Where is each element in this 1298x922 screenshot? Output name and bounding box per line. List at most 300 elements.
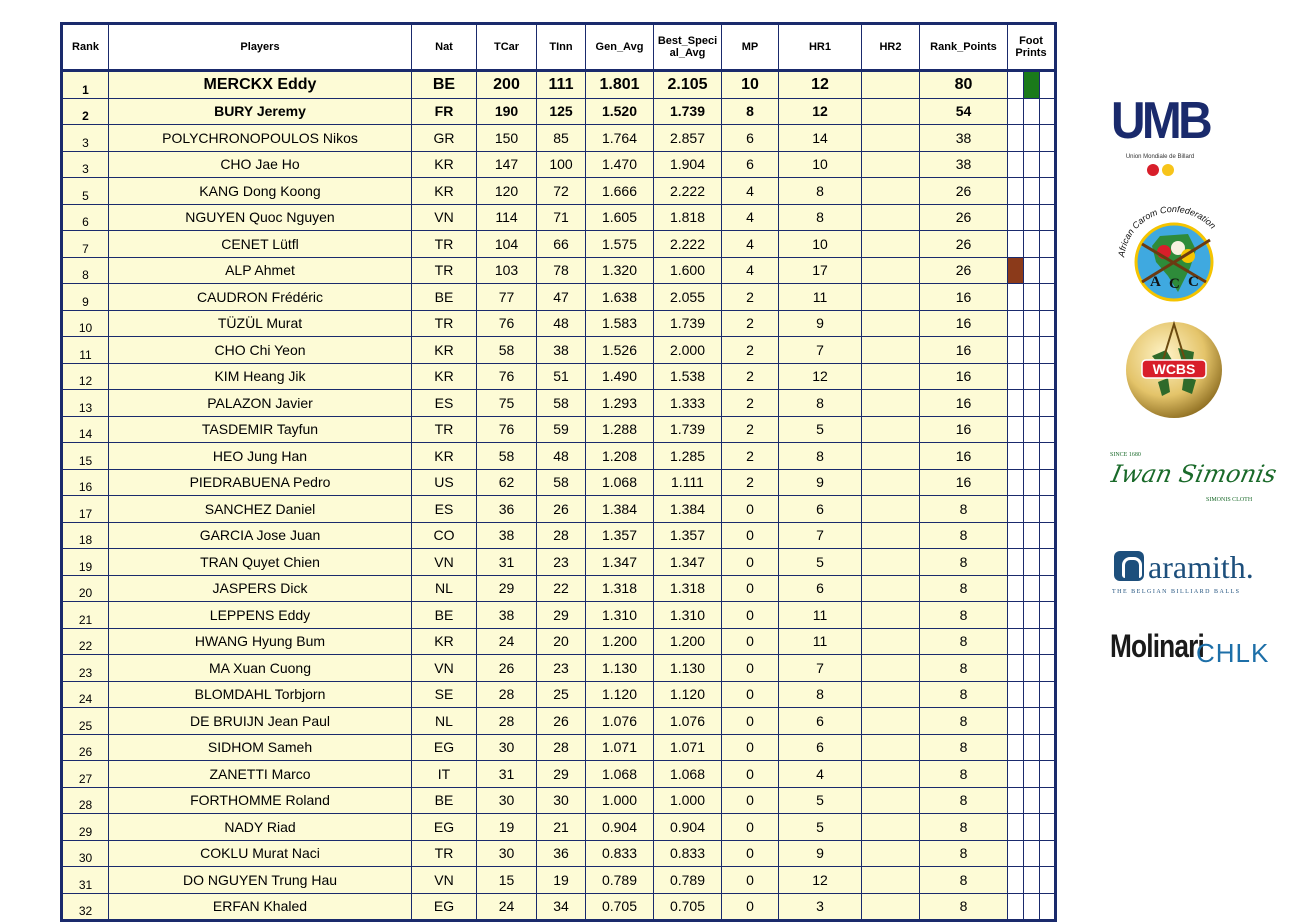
player-name: FORTHOMME Roland <box>109 787 412 814</box>
hr1: 12 <box>779 363 862 390</box>
tinn: 48 <box>537 310 586 337</box>
footprint-cell <box>1040 178 1056 205</box>
tcar: 26 <box>477 655 537 682</box>
rank-cell: 13 <box>62 390 109 417</box>
footprint-cell <box>1024 814 1040 841</box>
hr2 <box>862 602 920 629</box>
tcar: 62 <box>477 469 537 496</box>
table-row <box>62 628 1056 655</box>
player-name: TASDEMIR Tayfun <box>109 416 412 443</box>
footprint-cell <box>1040 151 1056 178</box>
hr2 <box>862 496 920 523</box>
rank-points: 16 <box>920 469 1008 496</box>
footprint-cell <box>1024 787 1040 814</box>
best-special-avg: 1.739 <box>654 416 722 443</box>
player-name: CHO Jae Ho <box>109 151 412 178</box>
footprint-cell <box>1024 761 1040 788</box>
gen-avg: 1.200 <box>586 628 654 655</box>
header-nat: Nat <box>412 24 477 71</box>
rank-points: 16 <box>920 363 1008 390</box>
gen-avg: 1.583 <box>586 310 654 337</box>
nationality: KR <box>412 443 477 470</box>
rank-points: 8 <box>920 734 1008 761</box>
umb-dots-icon <box>1100 163 1220 181</box>
rank-cell: 31 <box>62 867 109 894</box>
best-special-avg: 1.120 <box>654 681 722 708</box>
tinn: 125 <box>537 98 586 125</box>
footprint-cell <box>1024 337 1040 364</box>
acc-logo <box>1112 206 1236 302</box>
footprint-cell <box>1024 469 1040 496</box>
player-name: HWANG Hyung Bum <box>109 628 412 655</box>
table-row <box>62 522 1056 549</box>
nationality: TR <box>412 257 477 284</box>
player-name: ZANETTI Marco <box>109 761 412 788</box>
gen-avg: 0.789 <box>586 867 654 894</box>
mp: 0 <box>722 575 779 602</box>
footprint-cell <box>1008 231 1024 258</box>
footprint-cell <box>1040 469 1056 496</box>
footprint-cell <box>1024 496 1040 523</box>
rank-cell: 12 <box>62 363 109 390</box>
rank-cell: 6 <box>62 204 109 231</box>
player-name: ERFAN Khaled <box>109 893 412 921</box>
footprint-cell <box>1024 681 1040 708</box>
footprint-cell <box>1024 628 1040 655</box>
best-special-avg: 1.200 <box>654 628 722 655</box>
tinn: 29 <box>537 602 586 629</box>
rank-points: 16 <box>920 337 1008 364</box>
tcar: 120 <box>477 178 537 205</box>
hr1: 12 <box>779 867 862 894</box>
rank-cell: 25 <box>62 708 109 735</box>
player-name: ALP Ahmet <box>109 257 412 284</box>
rank-points: 8 <box>920 761 1008 788</box>
hr2 <box>862 284 920 311</box>
player-name: BURY Jeremy <box>109 98 412 125</box>
rank-points: 8 <box>920 867 1008 894</box>
hr2 <box>862 363 920 390</box>
hr2 <box>862 761 920 788</box>
best-special-avg: 1.600 <box>654 257 722 284</box>
footprint-cell <box>1008 337 1024 364</box>
hr1: 7 <box>779 337 862 364</box>
footprint-cell <box>1040 390 1056 417</box>
player-name: LEPPENS Eddy <box>109 602 412 629</box>
nationality: BE <box>412 602 477 629</box>
footprint-cell <box>1024 125 1040 152</box>
footprint-cell <box>1040 814 1056 841</box>
hr2 <box>862 310 920 337</box>
rank-cell: 1 <box>62 71 109 99</box>
footprint-cell <box>1024 549 1040 576</box>
acc-emblem-icon <box>1112 206 1236 302</box>
best-special-avg: 1.384 <box>654 496 722 523</box>
table-row <box>62 787 1056 814</box>
footprint-cell <box>1008 655 1024 682</box>
player-name: KIM Heang Jik <box>109 363 412 390</box>
player-name: SANCHEZ Daniel <box>109 496 412 523</box>
footprint-cell <box>1024 231 1040 258</box>
best-special-avg: 0.904 <box>654 814 722 841</box>
table-row <box>62 231 1056 258</box>
hr1: 4 <box>779 761 862 788</box>
acc-letter-2: C <box>1169 276 1180 292</box>
best-special-avg: 1.904 <box>654 151 722 178</box>
tcar: 30 <box>477 787 537 814</box>
nationality: CO <box>412 522 477 549</box>
rank-cell: 30 <box>62 840 109 867</box>
table-row <box>62 681 1056 708</box>
hr2 <box>862 469 920 496</box>
footprint-cell <box>1040 761 1056 788</box>
hr1: 11 <box>779 628 862 655</box>
footprint-cell <box>1024 151 1040 178</box>
best-special-avg: 1.285 <box>654 443 722 470</box>
mp: 0 <box>722 522 779 549</box>
tinn: 23 <box>537 549 586 576</box>
mp: 0 <box>722 814 779 841</box>
table-row <box>62 761 1056 788</box>
rank-points: 54 <box>920 98 1008 125</box>
nationality: NL <box>412 575 477 602</box>
nationality: SE <box>412 681 477 708</box>
best-special-avg: 1.076 <box>654 708 722 735</box>
footprint-cell <box>1024 734 1040 761</box>
mp: 0 <box>722 867 779 894</box>
rank-points: 38 <box>920 125 1008 152</box>
footprint-cell <box>1024 257 1040 284</box>
nationality: BE <box>412 71 477 99</box>
gen-avg: 1.068 <box>586 469 654 496</box>
player-name: BLOMDAHL Torbjorn <box>109 681 412 708</box>
footprint-cell <box>1040 522 1056 549</box>
rank-cell: 15 <box>62 443 109 470</box>
rank-points: 8 <box>920 549 1008 576</box>
tinn: 28 <box>537 522 586 549</box>
gen-avg: 1.288 <box>586 416 654 443</box>
table-row <box>62 204 1056 231</box>
footprint-cell <box>1008 416 1024 443</box>
nationality: EG <box>412 814 477 841</box>
hr1: 6 <box>779 575 862 602</box>
mp: 0 <box>722 681 779 708</box>
footprint-cell <box>1040 257 1056 284</box>
table-row <box>62 496 1056 523</box>
gen-avg: 0.904 <box>586 814 654 841</box>
nationality: TR <box>412 231 477 258</box>
tcar: 15 <box>477 867 537 894</box>
mp: 0 <box>722 761 779 788</box>
mp: 4 <box>722 257 779 284</box>
best-special-avg: 2.105 <box>654 71 722 99</box>
tinn: 47 <box>537 284 586 311</box>
hr1: 8 <box>779 681 862 708</box>
gen-avg: 1.520 <box>586 98 654 125</box>
rank-cell: 14 <box>62 416 109 443</box>
hr1: 11 <box>779 602 862 629</box>
player-name: KANG Dong Koong <box>109 178 412 205</box>
rank-points: 26 <box>920 178 1008 205</box>
hr1: 14 <box>779 125 862 152</box>
rank-cell: 27 <box>62 761 109 788</box>
header-tinn: TInn <box>537 24 586 71</box>
umb-mark: UMB <box>1111 92 1209 150</box>
footprint-cell <box>1040 681 1056 708</box>
tinn: 38 <box>537 337 586 364</box>
rank-cell: 29 <box>62 814 109 841</box>
header-best-special-avg: Best_Speci al_Avg <box>654 24 722 71</box>
hr1: 8 <box>779 204 862 231</box>
gen-avg: 1.293 <box>586 390 654 417</box>
player-name: SIDHOM Sameh <box>109 734 412 761</box>
hr2 <box>862 522 920 549</box>
footprint-cell <box>1024 443 1040 470</box>
rank-cell: 7 <box>62 231 109 258</box>
tcar: 150 <box>477 125 537 152</box>
tcar: 38 <box>477 522 537 549</box>
gen-avg: 1.526 <box>586 337 654 364</box>
hr2 <box>862 867 920 894</box>
best-special-avg: 1.111 <box>654 469 722 496</box>
tcar: 19 <box>477 814 537 841</box>
footprint-cell <box>1008 814 1024 841</box>
hr1: 8 <box>779 178 862 205</box>
mp: 2 <box>722 284 779 311</box>
gen-avg: 1.764 <box>586 125 654 152</box>
footprint-cell <box>1008 761 1024 788</box>
gen-avg: 1.310 <box>586 602 654 629</box>
tinn: 78 <box>537 257 586 284</box>
footprint-cell <box>1008 496 1024 523</box>
tcar: 76 <box>477 416 537 443</box>
best-special-avg: 1.071 <box>654 734 722 761</box>
best-special-avg: 1.068 <box>654 761 722 788</box>
player-name: MA Xuan Cuong <box>109 655 412 682</box>
gen-avg: 1.638 <box>586 284 654 311</box>
hr2 <box>862 204 920 231</box>
table-row <box>62 602 1056 629</box>
player-name: MERCKX Eddy <box>109 71 412 99</box>
player-name: HEO Jung Han <box>109 443 412 470</box>
tinn: 23 <box>537 655 586 682</box>
gen-avg: 1.318 <box>586 575 654 602</box>
best-special-avg: 2.857 <box>654 125 722 152</box>
nationality: KR <box>412 363 477 390</box>
footprint-cell <box>1008 204 1024 231</box>
footprint-cell <box>1024 840 1040 867</box>
rank-points: 8 <box>920 708 1008 735</box>
rank-points: 8 <box>920 681 1008 708</box>
hr1: 9 <box>779 840 862 867</box>
tcar: 200 <box>477 71 537 99</box>
rank-cell: 18 <box>62 522 109 549</box>
player-name: TÜZÜL Murat <box>109 310 412 337</box>
sponsor-logos <box>1100 0 1280 885</box>
footprint-cell <box>1008 98 1024 125</box>
footprint-cell <box>1024 178 1040 205</box>
footprint-marker <box>1024 71 1040 99</box>
hr2 <box>862 125 920 152</box>
hr1: 12 <box>779 71 862 99</box>
rank-points: 26 <box>920 204 1008 231</box>
tinn: 26 <box>537 708 586 735</box>
acc-ring-text: African Carom Confederation <box>1116 206 1218 258</box>
hr2 <box>862 787 920 814</box>
mp: 6 <box>722 125 779 152</box>
hr1: 12 <box>779 98 862 125</box>
rank-points: 8 <box>920 496 1008 523</box>
footprint-cell <box>1040 549 1056 576</box>
gen-avg: 1.801 <box>586 71 654 99</box>
rank-cell: 24 <box>62 681 109 708</box>
hr1: 10 <box>779 151 862 178</box>
rank-points: 26 <box>920 231 1008 258</box>
footprint-cell <box>1024 708 1040 735</box>
footprint-cell <box>1008 284 1024 311</box>
molinari-logo <box>1110 628 1270 678</box>
tinn: 20 <box>537 628 586 655</box>
tinn: 22 <box>537 575 586 602</box>
tcar: 76 <box>477 363 537 390</box>
best-special-avg: 0.789 <box>654 867 722 894</box>
footprint-cell <box>1008 390 1024 417</box>
nationality: KR <box>412 337 477 364</box>
tinn: 21 <box>537 814 586 841</box>
rank-points: 16 <box>920 310 1008 337</box>
table-row <box>62 71 1056 99</box>
best-special-avg: 1.000 <box>654 787 722 814</box>
footprint-cell <box>1008 893 1024 921</box>
rank-points: 8 <box>920 787 1008 814</box>
gen-avg: 1.605 <box>586 204 654 231</box>
player-name: PIEDRABUENA Pedro <box>109 469 412 496</box>
table-header-row <box>62 24 1056 71</box>
nationality: GR <box>412 125 477 152</box>
hr2 <box>862 575 920 602</box>
umb-caption: Union Mondiale de Billard <box>1125 154 1195 160</box>
rank-points: 8 <box>920 602 1008 629</box>
player-name: POLYCHRONOPOULOS Nikos <box>109 125 412 152</box>
footprint-cell <box>1024 522 1040 549</box>
tinn: 72 <box>537 178 586 205</box>
mp: 0 <box>722 549 779 576</box>
nationality: VN <box>412 655 477 682</box>
footprint-cell <box>1008 681 1024 708</box>
footprint-cell <box>1040 893 1056 921</box>
footprint-cell <box>1040 628 1056 655</box>
tinn: 25 <box>537 681 586 708</box>
hr1: 6 <box>779 708 862 735</box>
table-row <box>62 390 1056 417</box>
nationality: TR <box>412 416 477 443</box>
footprint-cell <box>1008 628 1024 655</box>
acc-letter-3: C <box>1188 274 1199 290</box>
footprint-cell <box>1040 496 1056 523</box>
nationality: VN <box>412 204 477 231</box>
rank-cell: 32 <box>62 893 109 921</box>
hr1: 7 <box>779 655 862 682</box>
rank-cell: 22 <box>62 628 109 655</box>
best-special-avg: 0.833 <box>654 840 722 867</box>
tcar: 28 <box>477 681 537 708</box>
table-row <box>62 337 1056 364</box>
mp: 0 <box>722 628 779 655</box>
footprint-cell <box>1040 416 1056 443</box>
hr2 <box>862 443 920 470</box>
rank-cell: 19 <box>62 549 109 576</box>
footprint-cell <box>1024 893 1040 921</box>
gen-avg: 0.705 <box>586 893 654 921</box>
table-row <box>62 284 1056 311</box>
table-row <box>62 443 1056 470</box>
hr2 <box>862 98 920 125</box>
mp: 2 <box>722 443 779 470</box>
rank-cell: 3 <box>62 125 109 152</box>
gen-avg: 1.071 <box>586 734 654 761</box>
footprint-cell <box>1040 204 1056 231</box>
ranking-table <box>60 22 1057 922</box>
tinn: 19 <box>537 867 586 894</box>
rank-cell: 17 <box>62 496 109 523</box>
tcar: 77 <box>477 284 537 311</box>
nationality: KR <box>412 151 477 178</box>
gen-avg: 0.833 <box>586 840 654 867</box>
tcar: 190 <box>477 98 537 125</box>
footprint-cell <box>1024 204 1040 231</box>
tinn: 30 <box>537 787 586 814</box>
tinn: 28 <box>537 734 586 761</box>
header-foot-prints: Foot Prints <box>1008 24 1056 71</box>
header-rank: Rank <box>62 24 109 71</box>
footprint-cell <box>1008 602 1024 629</box>
footprint-cell <box>1040 443 1056 470</box>
hr1: 6 <box>779 734 862 761</box>
footprint-cell <box>1040 575 1056 602</box>
tinn: 71 <box>537 204 586 231</box>
footprint-cell <box>1024 390 1040 417</box>
table-row <box>62 814 1056 841</box>
aramith-name: aramith. <box>1148 549 1254 585</box>
tcar: 30 <box>477 840 537 867</box>
hr2 <box>862 416 920 443</box>
rank-points: 26 <box>920 257 1008 284</box>
nationality: BE <box>412 787 477 814</box>
best-special-avg: 1.130 <box>654 655 722 682</box>
player-name: JASPERS Dick <box>109 575 412 602</box>
mp: 0 <box>722 787 779 814</box>
hr1: 8 <box>779 390 862 417</box>
best-special-avg: 1.357 <box>654 522 722 549</box>
table-row <box>62 257 1056 284</box>
player-name: NADY Riad <box>109 814 412 841</box>
footprint-cell <box>1040 71 1056 99</box>
footprint-cell <box>1040 310 1056 337</box>
nationality: ES <box>412 390 477 417</box>
mp: 0 <box>722 734 779 761</box>
tcar: 104 <box>477 231 537 258</box>
hr2 <box>862 628 920 655</box>
aramith-tagline: THE BELGIAN BILLIARD BALLS <box>1112 589 1241 595</box>
footprint-cell <box>1040 125 1056 152</box>
best-special-avg: 2.055 <box>654 284 722 311</box>
best-special-avg: 1.318 <box>654 575 722 602</box>
mp: 2 <box>722 469 779 496</box>
mp: 2 <box>722 416 779 443</box>
hr1: 9 <box>779 310 862 337</box>
aramith-mark-icon <box>1114 551 1144 581</box>
mp: 4 <box>722 231 779 258</box>
